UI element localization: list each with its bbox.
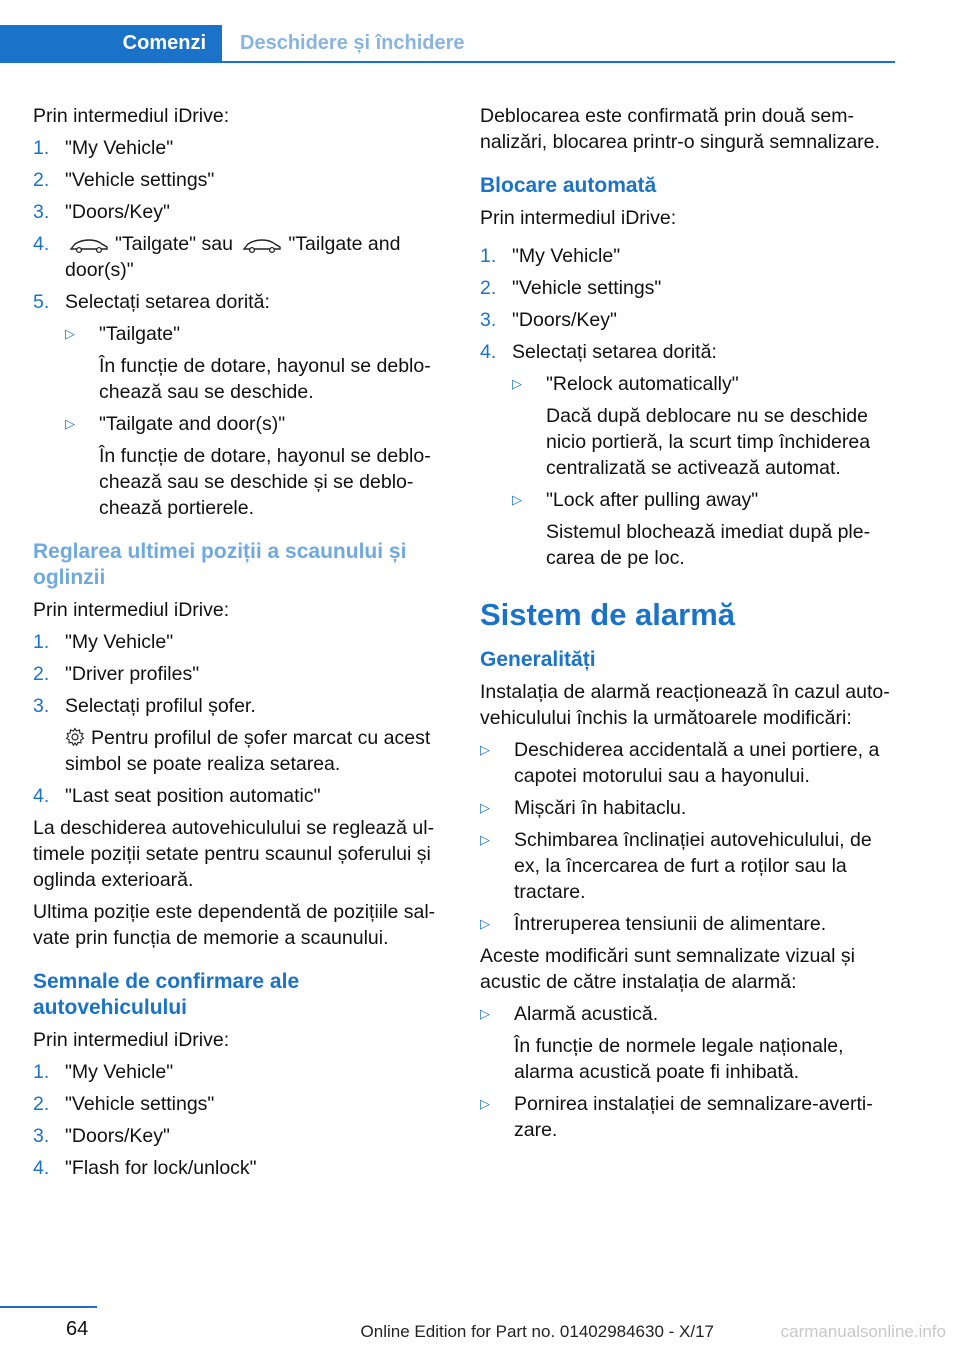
- list-item: ▷ "Tailgate and door(s)" În funcție de dotare, hayonul se deblochează sau se deschide și se deblochează portierele.: [65, 413, 431, 519]
- intro-text: Prin intermediul iDrive:: [33, 1029, 230, 1051]
- bullet-list-changes: [480, 737, 895, 937]
- steps-list-signals: [33, 1059, 448, 1181]
- list-item: ▷ "Lock after pulling away" Sistemul blochează imediat după plecarea de pe loc.: [512, 489, 871, 569]
- list-item: 1. "My Vehicle": [480, 245, 621, 267]
- list-item: ▷ Întreruperea tensiunii de alimentare.: [480, 913, 827, 935]
- header-divider: [0, 61, 895, 63]
- section-tab-inactive[interactable]: Deschidere și închidere: [240, 32, 465, 54]
- edition-text: Online Edition for Part no. 01402984630 - X/17: [360, 1322, 714, 1341]
- triangle-bullet-icon: ▷: [65, 416, 75, 431]
- body-text: Deblocarea este confirmată prin două semnalizări, blocarea printr-o singură semnalizare.: [480, 105, 880, 153]
- right-column: [480, 103, 895, 1149]
- body-text: Ultima poziție este dependentă de pozițiile salvate prin funcția de memorie a scaunului.: [33, 901, 436, 949]
- section-heading-seat: Reglarea ultimei poziții a scaunului și oglinzii: [33, 540, 407, 589]
- left-column: [33, 103, 448, 1187]
- triangle-bullet-icon: ▷: [65, 326, 75, 341]
- triangle-bullet-icon: ▷: [480, 832, 490, 847]
- list-item: 4. "Last seat position automatic": [33, 785, 321, 807]
- gear-icon: [65, 727, 85, 747]
- steps-list-seat: [33, 629, 448, 809]
- list-item: 4. "Tailgate" sau "Tailgate and door(s)": [33, 233, 401, 281]
- list-item: 1. "My Vehicle": [33, 1061, 174, 1083]
- steps-list-autolock: [480, 243, 895, 571]
- car-doors-icon: [242, 236, 282, 254]
- triangle-bullet-icon: ▷: [480, 1096, 490, 1111]
- list-item: 4. Selectați setarea dorită: ▷ "Relock automatically" Dacă după deblocare nu se deschide nicio portieră, la scurt timp închiderea centralizată se activează automat. ▷ "Lock after pulling away" Sistemul blochează imediat după plecarea de pe loc.: [480, 339, 895, 571]
- intro-text: Prin intermediul iDrive:: [33, 599, 230, 621]
- triangle-bullet-icon: ▷: [480, 1006, 490, 1021]
- triangle-bullet-icon: ▷: [512, 376, 522, 391]
- bullet-list-signals: [480, 1001, 895, 1143]
- list-item: 3. "Doors/Key": [480, 309, 617, 331]
- sub-options-list: [512, 371, 895, 571]
- section-heading-general: Generalități: [480, 648, 596, 671]
- list-item: ▷ Pornirea instalației de semnalizare-avertizare.: [480, 1093, 873, 1141]
- section-heading-autolock: Blocare automată: [480, 174, 657, 197]
- list-item: ▷ "Relock automatically" Dacă după deblocare nu se deschide nicio portieră, la scurt timp închiderea centralizată se activează automat.: [512, 373, 871, 479]
- list-item: ▷ Alarmă acustică. În funcție de normele legale naționale, alarma acustică poate fi inhibată.: [480, 1003, 844, 1083]
- section-tab-active[interactable]: Comenzi: [0, 25, 222, 62]
- watermark: carmanualsonline.info: [780, 1322, 946, 1341]
- list-item: 2. "Vehicle settings": [33, 1093, 215, 1115]
- list-item: 2. "Vehicle settings": [480, 277, 662, 299]
- section-heading-signals: Semnale de confirmare ale autovehiculului: [33, 970, 300, 1019]
- intro-text: Prin intermediul iDrive:: [33, 105, 230, 127]
- list-item: ▷ Deschiderea accidentală a unei portiere, a capotei motorului sau a hayonului.: [480, 739, 880, 787]
- intro-text: Prin intermediul iDrive:: [480, 207, 677, 229]
- gear-note: Pentru profilul de șofer marcat cu acest simbol se poate realiza setarea.: [65, 727, 431, 775]
- list-item: ▷ Schimbarea înclinației autovehiculului, de ex, la încercarea de furt a roților sau la tractare.: [480, 829, 872, 903]
- sub-options-list: [65, 321, 448, 521]
- triangle-bullet-icon: ▷: [480, 916, 490, 931]
- body-text: Instalația de alarmă reacționează în cazul autovehiculului închis la următoarele modificări:: [480, 681, 890, 729]
- car-tailgate-icon: [69, 236, 109, 254]
- list-item: ▷ "Tailgate" În funcție de dotare, hayonul se deblochează sau se deschide.: [65, 323, 431, 403]
- list-item: 4. "Flash for lock/unlock": [33, 1157, 257, 1179]
- triangle-bullet-icon: ▷: [512, 492, 522, 507]
- page-number: 64: [66, 1318, 89, 1340]
- list-item: 2. "Vehicle settings": [33, 169, 215, 191]
- body-text: Aceste modificări sunt semnalizate vizual și acustic de către instalația de alarmă:: [480, 945, 855, 993]
- list-item: 2. "Driver profiles": [33, 663, 200, 685]
- footer-divider: [0, 1306, 97, 1308]
- list-item: 1. "My Vehicle": [33, 631, 174, 653]
- body-text: La deschiderea autovehiculului se reglează ultimele poziții setate pentru scaunul șoferului și oglinda exterioară.: [33, 817, 435, 891]
- list-item: 3. "Doors/Key": [33, 201, 170, 223]
- chapter-heading-alarm: Sistem de alarmă: [480, 597, 736, 632]
- triangle-bullet-icon: ▷: [480, 742, 490, 757]
- list-item: 5. Selectați setarea dorită: ▷ "Tailgate" În funcție de dotare, hayonul se deblochează sau se deschide. ▷ "Tailgate and door(s)" În funcție de dotare, hayonul se deblochează sau se deschide și se deblochează portierele.: [33, 289, 448, 521]
- list-item: ▷ Mișcări în habitaclu.: [480, 797, 687, 819]
- list-item: 3. "Doors/Key": [33, 1125, 170, 1147]
- list-item: 1. "My Vehicle": [33, 137, 174, 159]
- steps-list-tailgate: [33, 135, 448, 521]
- list-item: 3. Selectați profilul șofer. Pentru profilul de șofer marcat cu acest simbol se poate realiza setarea.: [33, 693, 448, 777]
- triangle-bullet-icon: ▷: [480, 800, 490, 815]
- page-header: [0, 25, 895, 63]
